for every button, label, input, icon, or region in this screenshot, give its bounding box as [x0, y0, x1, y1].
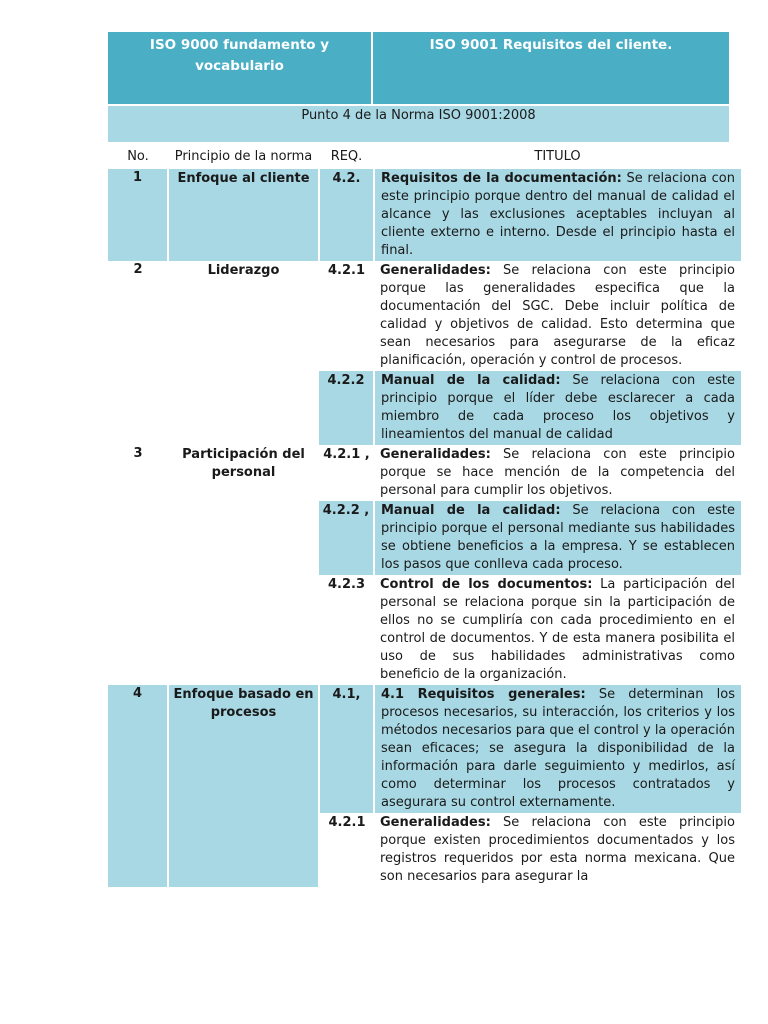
- row-title-bold: 4.1 Requisitos generales:: [381, 687, 586, 702]
- section-banner: Punto 4 de la Norma ISO 9001:2008: [108, 106, 729, 142]
- row-title-text: Se relaciona con este principio porque existen procedimientos documentados y los registros requeridos por esta norma mexicana. Que son necesarios para asegurar la: [380, 815, 735, 884]
- document-page: [108, 32, 736, 887]
- row-title-text: Se determinan los procesos necesarios, su interacción, los criterios y los métodos necesarios para que el control y la operación sean eficaces; se asegura la disponibilidad de la información para darle seguimiento y medirlos, así como determinar los procesos contratados y asegurara su control externamente.: [381, 687, 735, 810]
- row-title: [374, 575, 741, 685]
- row-principle: Enfoque basado en procesos: [168, 685, 319, 887]
- row-title: [374, 169, 741, 261]
- row-title-bold: Manual de la calidad:: [381, 373, 561, 388]
- row-req: 4.2.1 ,: [323, 447, 370, 462]
- row-title: [374, 685, 741, 813]
- row-no: 1: [108, 169, 168, 261]
- row-principle: Liderazgo: [207, 263, 280, 278]
- row-title-bold: Generalidades:: [380, 447, 491, 462]
- table-row: [108, 169, 741, 261]
- table-header: [108, 32, 729, 106]
- row-req: 4.2.: [319, 169, 374, 261]
- row-title-text: Se relaciona con este principio porque dentro del manual de calidad el alcance y las exclusiones aceptables incluyan al cliente externo e interno. Desde el principio hasta el final.: [381, 171, 735, 258]
- header-left: ISO 9000 fundamento y vocabulario: [108, 32, 373, 104]
- header-right: ISO 9001 Requisitos del cliente.: [429, 37, 673, 53]
- row-no: 2: [133, 262, 143, 277]
- row-title-text: La participación del personal se relaciona porque sin la participación de ellos no se cumpliría con cada procedimiento en el control de documentos. Y de esta manera posibilita el uso de sus habilidades administrativas como beneficio de la organización.: [380, 577, 736, 682]
- row-title-text: Se relaciona con este principio porque las generalidades especifica que la documentación del SGC. Debe incluir política de calidad y objetivos de calidad. Esto determina que sean necesarios para asegurarse de la eficaz planificación, operación y control de procesos.: [380, 263, 735, 368]
- row-title: [374, 371, 741, 445]
- row-req: 4.2.1: [327, 263, 365, 278]
- row-title: [374, 813, 741, 887]
- row-req: 4.1,: [319, 685, 374, 813]
- row-title: [374, 261, 741, 371]
- col-title: TITULO: [534, 149, 581, 164]
- row-req: 4.2.2 ,: [319, 501, 374, 575]
- row-title-bold: Generalidades:: [380, 815, 491, 830]
- row-title-bold: Control de los documentos:: [380, 577, 593, 592]
- row-title-bold: Manual de la calidad:: [381, 503, 561, 518]
- row-title-text: Se relaciona con este principio porque el líder debe esclarecer a cada miembro de cada proceso los objetivos y lineamientos del manual de calidad: [381, 373, 735, 442]
- row-req: 4.2.3: [327, 577, 365, 592]
- row-principle: Participación del personal: [182, 447, 305, 480]
- row-principle: Enfoque al cliente: [168, 169, 319, 261]
- requirements-table: [108, 142, 741, 887]
- row-req: 4.2.2: [319, 371, 374, 445]
- table-row: [108, 685, 741, 813]
- row-title: [374, 501, 741, 575]
- col-no: No.: [127, 149, 149, 164]
- row-req: 4.2.1: [328, 815, 366, 830]
- table-row: [108, 261, 741, 371]
- row-title: [374, 445, 741, 501]
- row-title-bold: Requisitos de la documentación:: [381, 171, 622, 186]
- col-principle: Principio de la norma: [174, 149, 313, 164]
- row-no: 4: [108, 685, 168, 887]
- row-title-text: Se relaciona con este principio porque el personal mediante sus habilidades se obtiene beneficios a la empresa. Y se establecen los pasos que conlleva cada proceso.: [381, 503, 735, 572]
- table-row: [108, 445, 741, 501]
- row-title-bold: Generalidades:: [380, 263, 491, 278]
- row-title-text: Se relaciona con este principio porque se hace mención de la competencia del personal para cumplir los objetivos.: [380, 447, 735, 498]
- row-no: 3: [133, 446, 143, 461]
- column-header-row: [108, 142, 741, 169]
- col-req: REQ.: [330, 149, 363, 164]
